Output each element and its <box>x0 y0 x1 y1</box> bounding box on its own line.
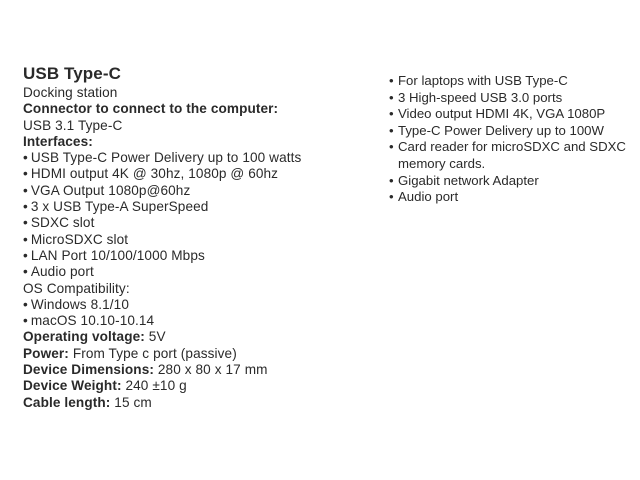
spec-operating-voltage <box>23 329 363 345</box>
feature-text: Audio port <box>398 189 459 205</box>
bullet-icon: • <box>389 189 394 205</box>
interface-text: LAN Port 10/100/1000 Mbps <box>30 247 205 263</box>
bullet-icon: • <box>389 122 394 138</box>
interface-text: 3 x USB Type-A SuperSpeed <box>30 199 209 215</box>
interface-text: USB Type-C Power Delivery up to 100 watts <box>30 150 302 166</box>
os-text: Windows 8.1/10 <box>30 296 129 312</box>
spec-value: 240 ±10 g <box>125 378 187 394</box>
bullet-icon: • <box>23 166 28 182</box>
list-item <box>389 123 639 140</box>
spec-label: Power: <box>23 345 69 361</box>
spec-value: 5V <box>148 329 166 345</box>
os-list <box>23 297 363 330</box>
feature-text: Card reader for microSDXC and SDXC memory cards. <box>398 139 626 171</box>
interface-text: Audio port <box>30 264 94 280</box>
list-item <box>23 313 363 329</box>
list-item <box>389 189 639 206</box>
spec-power <box>23 346 363 362</box>
connector-heading: Connector to connect to the computer: <box>23 101 279 117</box>
list-item <box>389 106 639 123</box>
list-item <box>23 264 363 280</box>
spec-label: Device Weight: <box>23 378 122 394</box>
list-item <box>389 90 639 107</box>
list-item <box>23 232 363 248</box>
feature-text: Video output HDMI 4K, VGA 1080P <box>398 106 606 122</box>
bullet-icon: • <box>389 172 394 188</box>
os-heading: OS Compatibility: <box>23 280 130 296</box>
spec-value: 15 cm <box>114 394 152 410</box>
feature-text: For laptops with USB Type-C <box>398 73 568 88</box>
os-text: macOS 10.10-10.14 <box>30 313 155 329</box>
feature-text: Gigabit network Adapter <box>398 172 539 188</box>
list-item <box>389 73 639 90</box>
bullet-icon: • <box>389 106 394 122</box>
spec-value: From Type c port (passive) <box>72 345 237 361</box>
bullet-icon: • <box>23 215 28 231</box>
connector-value: USB 3.1 Type-C <box>23 117 123 133</box>
bullet-icon: • <box>389 89 394 105</box>
list-item <box>23 215 363 231</box>
bullet-icon: • <box>23 199 28 215</box>
product-subtitle: Docking station <box>23 85 118 100</box>
spec-weight <box>23 378 363 394</box>
interfaces-heading: Interfaces: <box>23 133 93 149</box>
list-item <box>23 297 363 313</box>
list-item <box>23 183 363 199</box>
feature-list-right <box>389 73 639 206</box>
interface-text: MicroSDXC slot <box>30 231 129 247</box>
list-item <box>23 199 363 215</box>
feature-text: 3 High-speed USB 3.0 ports <box>398 89 563 105</box>
spec-label: Device Dimensions: <box>23 362 154 378</box>
specs-list <box>23 329 363 410</box>
spec-sheet-left <box>23 64 363 411</box>
bullet-icon: • <box>23 296 28 312</box>
list-item <box>23 248 363 264</box>
interfaces-list <box>23 150 363 280</box>
spec-value: 280 x 80 x 17 mm <box>157 362 268 378</box>
bullet-icon: • <box>23 247 28 263</box>
spec-dimensions <box>23 362 363 378</box>
bullet-icon: • <box>23 182 28 198</box>
bullet-icon: • <box>23 150 28 166</box>
spec-cable-length <box>23 395 363 411</box>
bullet-icon: • <box>23 231 28 247</box>
interface-text: HDMI output 4K @ 30hz, 1080p @ 60hz <box>30 166 279 182</box>
feature-text: Type-C Power Delivery up to 100W <box>398 122 604 138</box>
list-item <box>23 166 363 182</box>
list-item <box>389 173 639 190</box>
bullet-icon: • <box>23 313 28 329</box>
spec-label: Operating voltage: <box>23 329 145 345</box>
list-item <box>23 150 363 166</box>
interface-text: VGA Output 1080p@60hz <box>30 182 191 198</box>
product-title: USB Type-C <box>23 64 121 83</box>
spec-label: Cable length: <box>23 394 111 410</box>
list-item <box>389 139 639 172</box>
bullet-icon: • <box>389 73 394 88</box>
interface-text: SDXC slot <box>30 215 95 231</box>
bullet-icon: • <box>389 139 394 155</box>
bullet-icon: • <box>23 264 28 280</box>
